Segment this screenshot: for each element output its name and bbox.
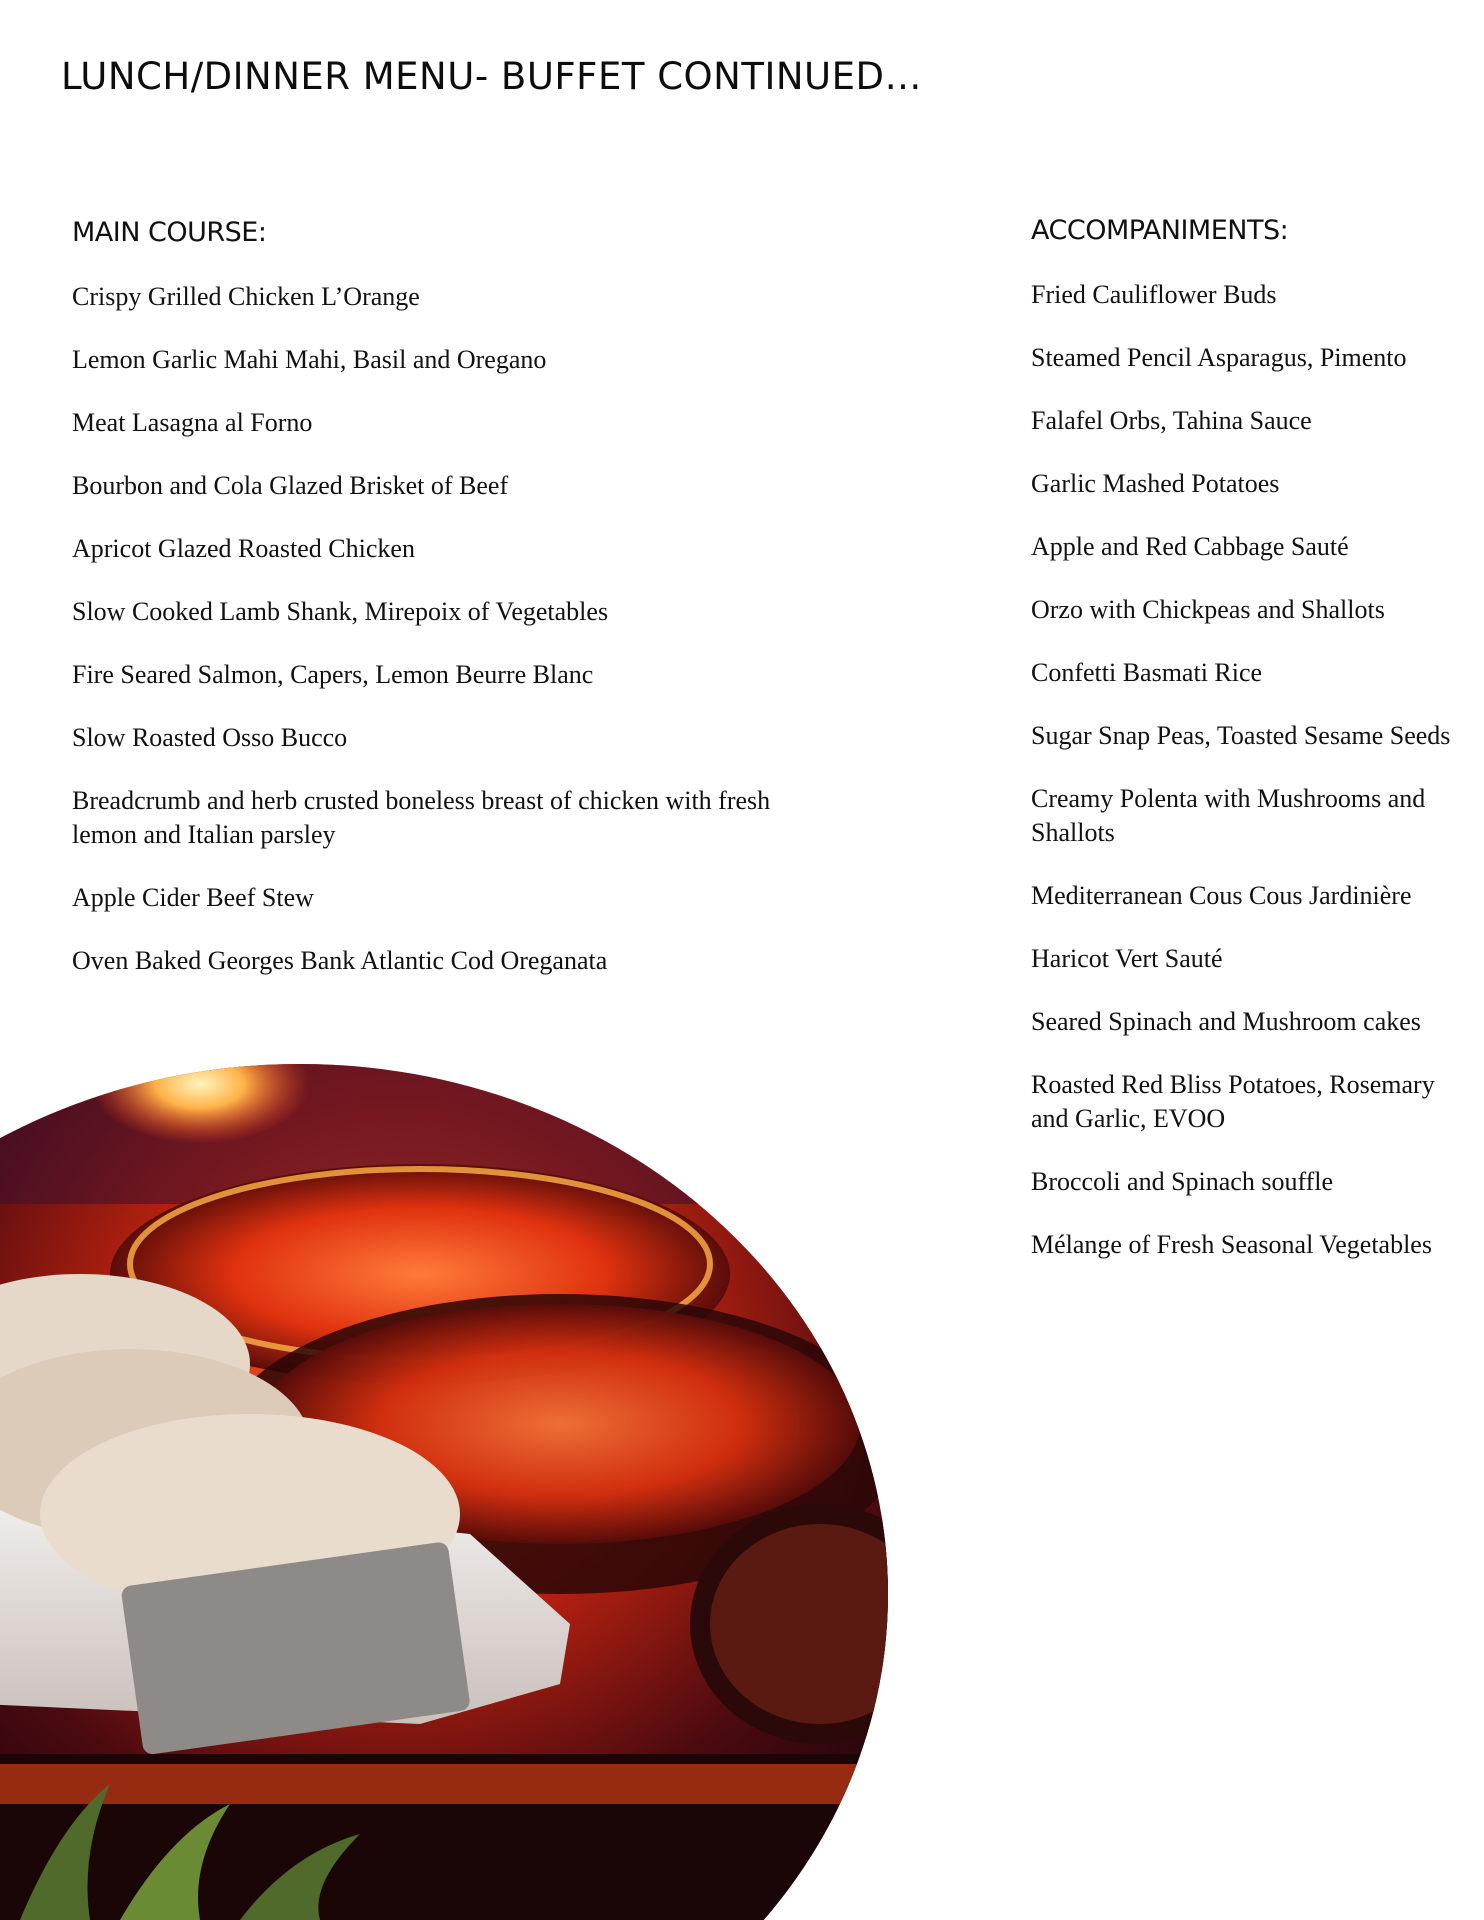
menu-item: Fire Seared Salmon, Capers, Lemon Beurre Blanc [72,660,594,689]
menu-item: Garlic Mashed Potatoes [1031,469,1280,498]
menu-item: Slow Cooked Lamb Shank, Mirepoix of Vegetables [72,597,609,626]
menu-item: Lemon Garlic Mahi Mahi, Basil and Oregano [72,345,547,374]
menu-item: Seared Spinach and Mushroom cakes [1031,1007,1421,1036]
page-title: LUNCH/DINNER MENU- BUFFET CONTINUED… [61,55,922,98]
menu-item: Roasted Red Bliss Potatoes, Rosemary and Garlic, EVOO [1031,1070,1435,1133]
menu-item: Mediterranean Cous Cous Jardinière [1031,881,1412,910]
menu-item: Mélange of Fresh Seasonal Vegetables [1031,1230,1432,1259]
accompaniments-list [1031,278,1451,1262]
menu-item: Creamy Polenta with Mushrooms and Shallots [1031,784,1426,847]
menu-item: Broccoli and Spinach souffle [1031,1167,1334,1196]
menu-item: Bourbon and Cola Glazed Brisket of Beef [72,471,509,500]
menu-item: Apple and Red Cabbage Sauté [1031,532,1349,561]
accompaniments-section [1031,215,1451,1291]
menu-item: Crispy Grilled Chicken L’Orange [72,282,420,311]
menu-item: Haricot Vert Sauté [1031,944,1223,973]
buffet-photo-illustration [0,1064,888,1920]
menu-item: Apple Cider Beef Stew [72,883,314,912]
menu-item: Slow Roasted Osso Bucco [72,723,348,752]
menu-item: Sugar Snap Peas, Toasted Sesame Seeds [1031,721,1451,750]
accompaniments-heading: ACCOMPANIMENTS: [1031,215,1289,246]
menu-item: Apricot Glazed Roasted Chicken [72,534,415,563]
menu-item: Oven Baked Georges Bank Atlantic Cod Oreganata [72,946,608,975]
main-course-list [72,280,772,978]
menu-item: Meat Lasagna al Forno [72,408,313,437]
main-course-section [72,217,772,1007]
buffet-photo [0,1064,888,1920]
menu-item: Orzo with Chickpeas and Shallots [1031,595,1385,624]
menu-item: Fried Cauliflower Buds [1031,280,1277,309]
menu-item: Steamed Pencil Asparagus, Pimento [1031,343,1407,372]
menu-item: Confetti Basmati Rice [1031,658,1263,687]
menu-item: Breadcrumb and herb crusted boneless breast of chicken with fresh lemon and Italian parsley [72,786,771,849]
menu-item: Falafel Orbs, Tahina Sauce [1031,406,1312,435]
main-course-heading: MAIN COURSE: [72,217,267,248]
